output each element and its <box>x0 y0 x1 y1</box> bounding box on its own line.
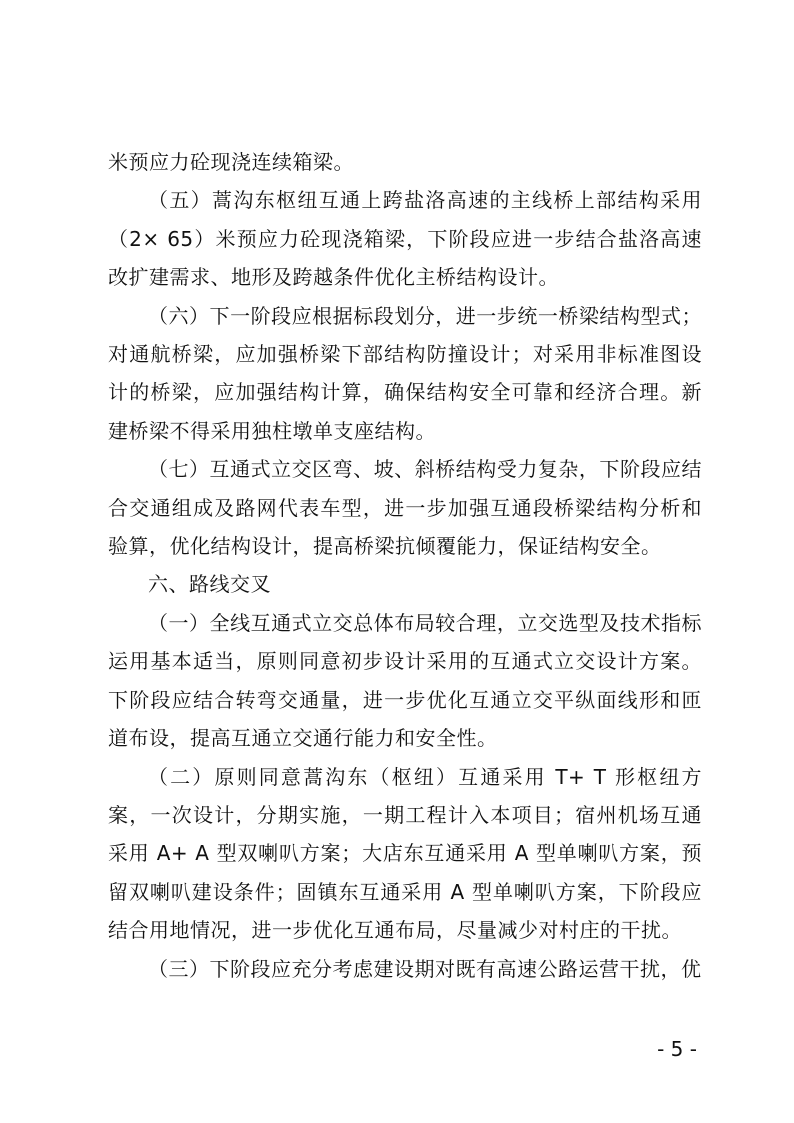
paragraph-item-1: （一）全线互通式立交总体布局较合理，立交选型及技术指标运用基本适当，原则同意初步设计采用的互通式立交设计方案。下阶段应结合转弯交通量，进一步优化互通立交平纵面线形和匝道布设，提高互通立交通行能力和安全性。 <box>108 610 702 751</box>
body-text <box>108 143 702 988</box>
paragraph-item-2: （二）原则同意蒿沟东（枢纽）互通采用 T+ T 形枢纽方案，一次设计，分期实施，一期工程计入本项目；宿州机场互通采用 A+ A 型双喇叭方案；大店东互通采用 A 型单喇叭方案，预留双喇叭建设条件；固镇东互通采用 A 型单喇叭方案，下阶段应结合用地情况，进一步优化互通布局，尽量减少对村庄的干扰。 <box>108 764 702 943</box>
paragraph-item-6: （六）下一阶段应根据标段划分，进一步统一桥梁结构型式；对通航桥梁，应加强桥梁下部结构防撞设计；对采用非标准图设计的桥梁，应加强结构计算，确保结构安全可靠和经济合理。新建桥梁不得采用独柱墩单支座结构。 <box>108 303 702 443</box>
page-number-text: - 5 - <box>657 1037 697 1061</box>
paragraph-item-3: （三）下阶段应充分考虑建设期对既有高速公路运营干扰，优 <box>148 956 702 981</box>
page-number <box>0 1037 794 1061</box>
section-heading: 六、路线交叉 <box>148 572 271 597</box>
paragraph-item-7: （七）互通式立交区弯、坡、斜桥结构受力复杂，下阶段应结合交通组成及路网代表车型，进一步加强互通段桥梁结构分析和验算，优化结构设计，提高桥梁抗倾覆能力，保证结构安全。 <box>108 457 702 559</box>
paragraph-continuation: 米预应力砼现浇连续箱梁。 <box>108 150 354 174</box>
paragraph-item-5: （五）蒿沟东枢纽互通上跨盐洛高速的主线桥上部结构采用（2× 65）米预应力砼现浇箱梁，下阶段应进一步结合盐洛高速改扩建需求、地形及跨越条件优化主桥结构设计。 <box>108 188 702 290</box>
